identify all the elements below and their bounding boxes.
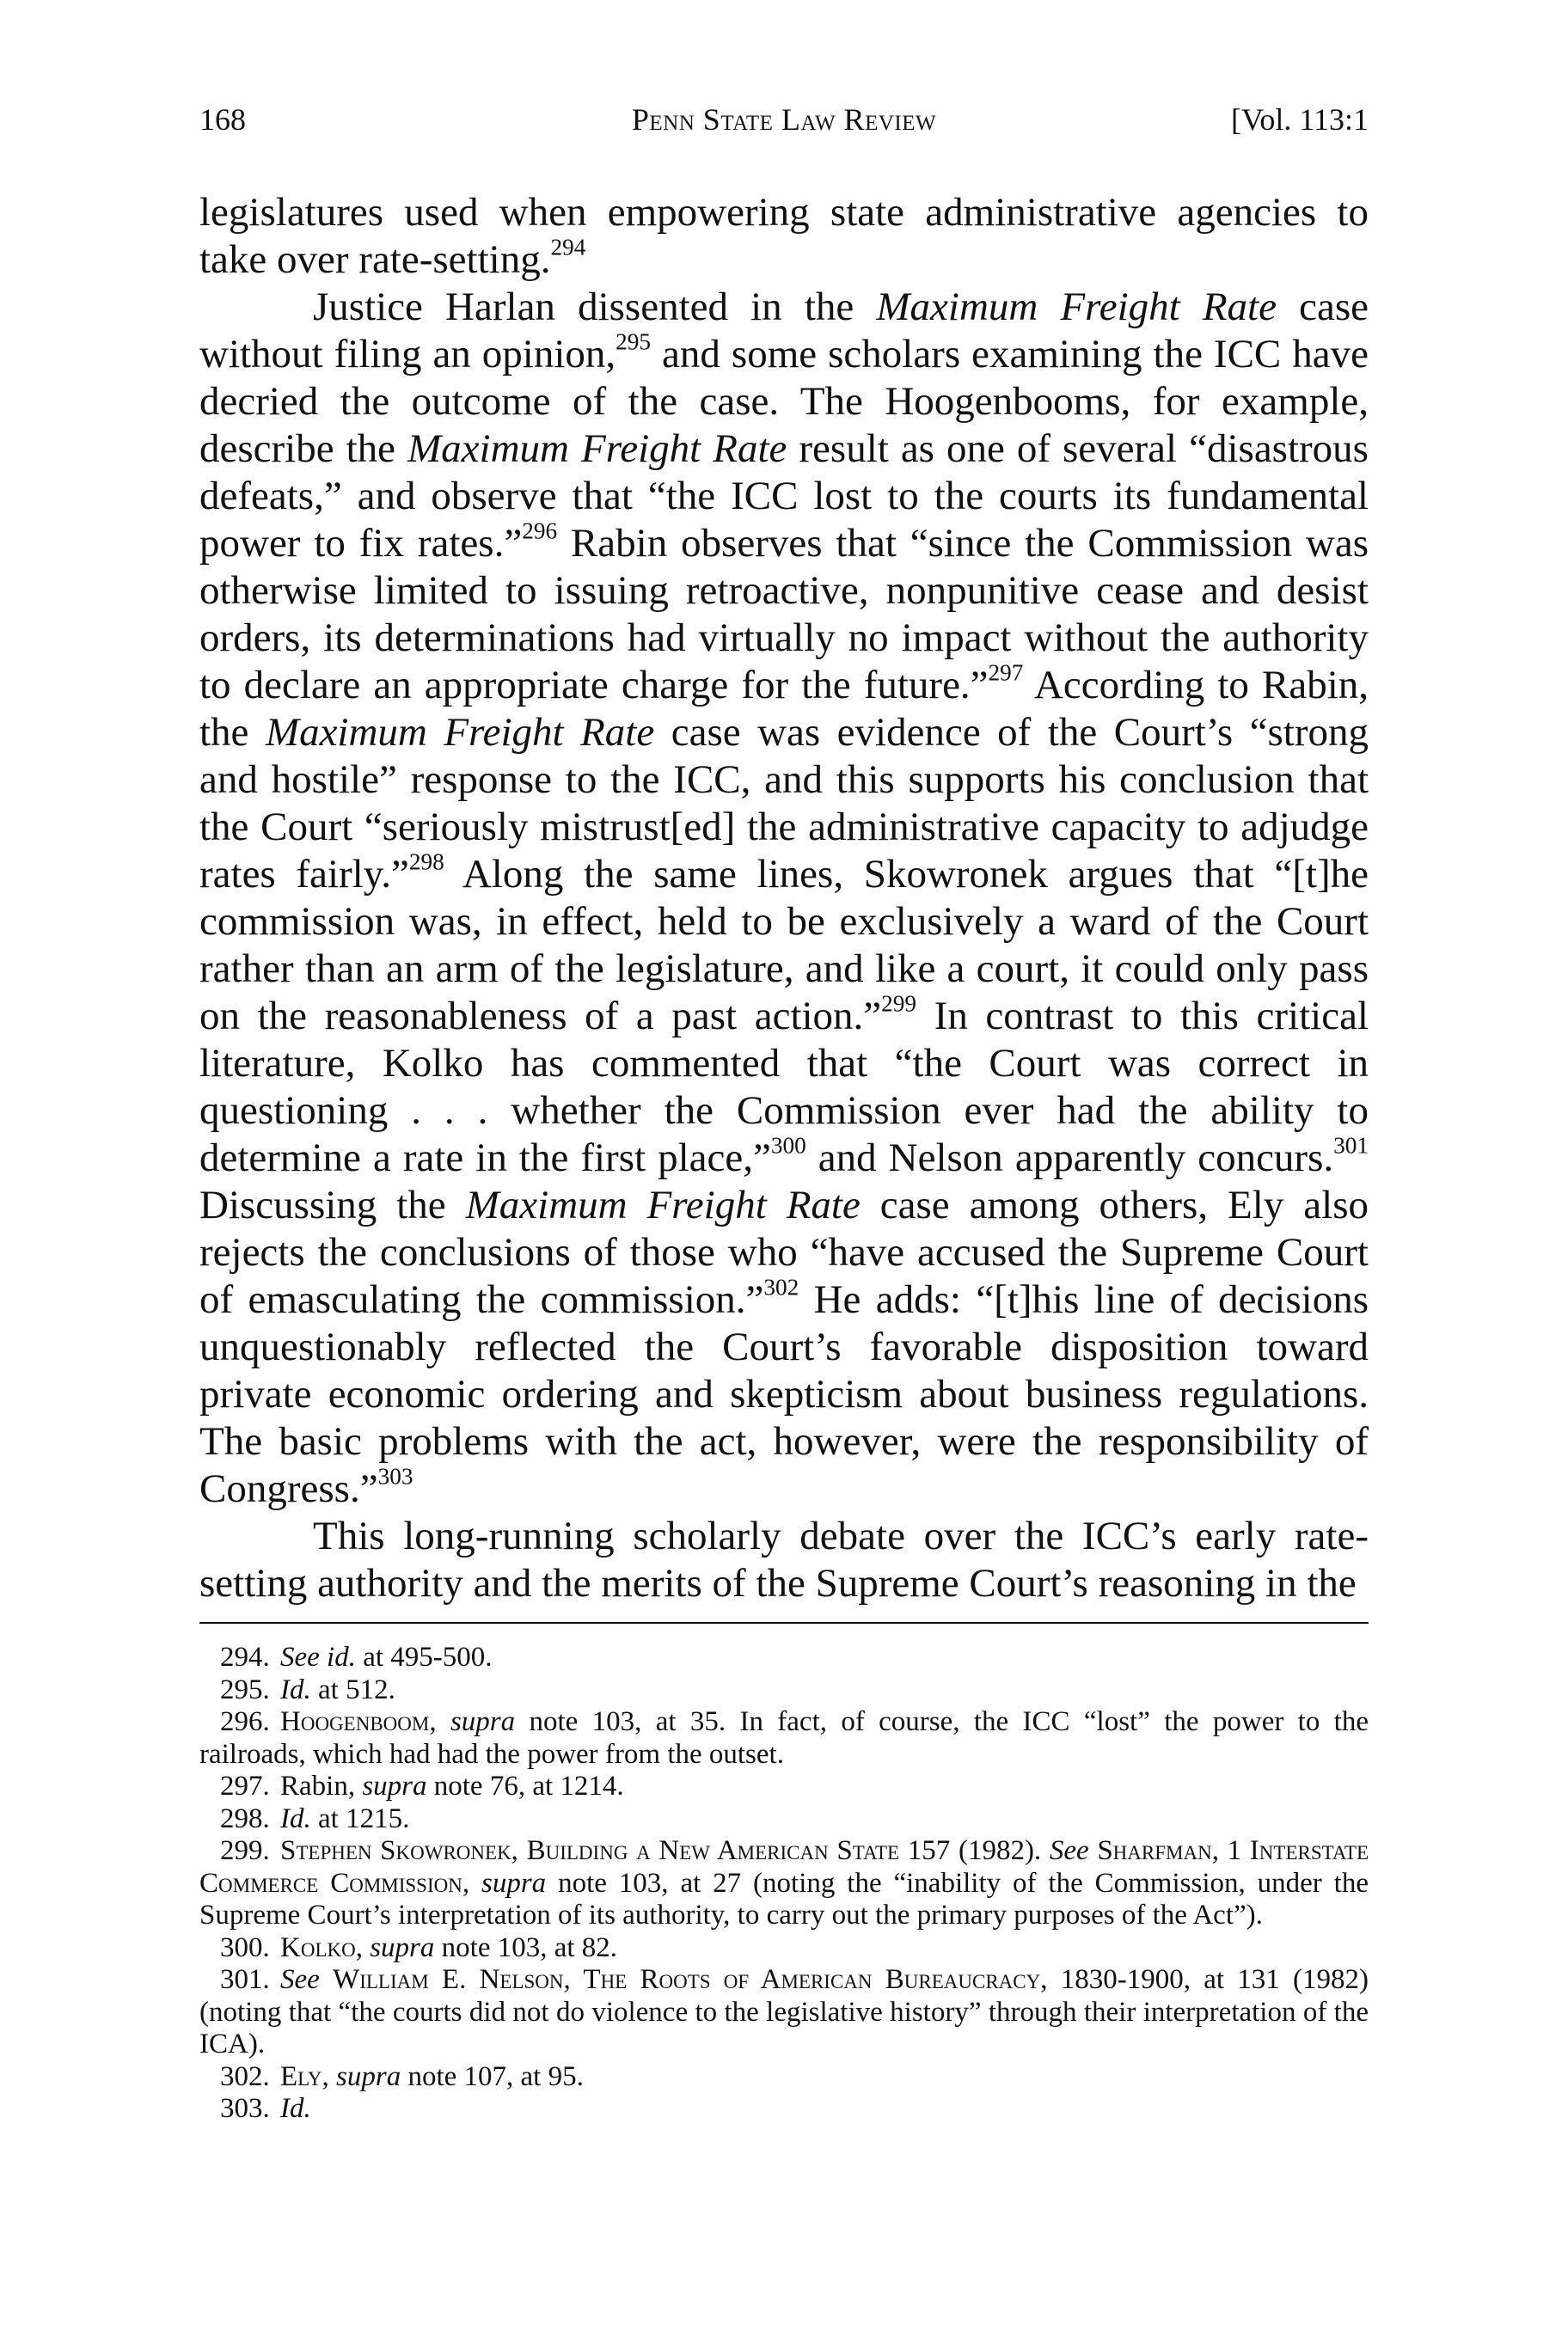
text-run: case was evidence of the Court’s “strong and hostile” response to the ICC, and this supports his conclusion that the Court “seriously mistrust[ed] the administrative capacity to adjudge rates fairly.” [199,710,1369,897]
text-run: Justice Harlan dissented in the [313,285,877,329]
footnote-number: 294. [220,1642,270,1673]
journal-title: Penn State Law Review [631,102,937,137]
signal: supra [481,1867,547,1899]
paragraph-3 [199,1513,1369,1607]
text-run: Rabin, [280,1771,363,1802]
text-run: at 1215. [310,1802,410,1834]
text-run: and some scholars examining the ICC have decried the outcome of the case. The Hoogenbooms, for example, describe the [199,332,1369,471]
footnote-ref-295[interactable]: 295 [616,328,652,355]
case-name: Maximum Freight Rate [407,426,787,471]
paragraph-2 [199,284,1369,1513]
text-run: Along the same lines, Skowronek argues that “[t]he commission was, in effect, held to be exclusively a ward of the Court rather than an arm of the legislature, and like a court, it could only pass on the reasonableness of a past action.” [199,852,1369,1038]
footnote-ref-302[interactable]: 302 [763,1274,799,1301]
footnote-300 [199,1932,1369,1965]
text-run: result as one of several “disastrous defeats,” and observe that “the ICC lost to the courts its fundamental power to fix rates.” [199,426,1369,566]
text-run: and Nelson apparently concurs. [805,1135,1334,1180]
footnote-299 [199,1835,1369,1932]
text-run: case without filing an opinion, [199,285,1369,376]
text-run: note 107, at 95. [401,2060,584,2092]
text-run: note 76, at 1214. [426,1771,624,1802]
footnote-number: 300. [220,1931,270,1963]
footnote-ref-298[interactable]: 298 [408,848,444,875]
running-header [199,101,1369,153]
text-run: Rabin observes that “since the Commission was otherwise limited to issuing retroactive, nonpunitive cease and desist orders, its determinations had virtually no impact without the authority to declare an appropriate charge for the future.” [199,521,1369,707]
footnote-number: 296. [220,1706,270,1737]
book-title: William E. Nelson, The Roots of American Bureaucracy, 1830-1900 [333,1964,1184,1995]
book-title: Stephen Skowronek, Building a New American State [280,1835,900,1866]
author: Hoogenboom [280,1706,430,1737]
footnotes [199,1642,1369,2126]
signal: Id. [280,1674,311,1705]
text-run: He adds: “[t]his line of decisions unquestionably reflected the Court’s favorable disposition toward private economic ordering and skepticism about business regulations. The basic problems with the act, however, were the responsibility of Congress.” [199,1277,1369,1511]
footnote-number: 295. [220,1674,270,1705]
footnote-number: 302. [220,2060,270,2092]
signal: supra [370,1931,435,1963]
footnote-297 [199,1771,1369,1803]
footnote-ref-297[interactable]: 297 [988,659,1024,686]
footnote-294 [199,1642,1369,1674]
footnote-303 [199,2093,1369,2126]
paragraph-1 [199,189,1369,284]
text-run: , [322,2060,337,2092]
signal: Id. [280,2093,311,2124]
text-run: According to Rabin, the [199,663,1369,755]
text-run: note 103, at 82. [434,1931,618,1963]
text-run: In contrast to this critical literature, Kolko has commented that “the Court was correct in questioning . . . whether the Commission ever had the ability to determine a rate in the first place,” [199,994,1369,1180]
text-run: , [355,1931,371,1963]
footnote-ref-299[interactable]: 299 [881,990,917,1017]
text-run: at 495-500. [355,1642,493,1673]
text-run: legislatures used when empowering state administrative agencies to take over rate-setting. [199,190,1369,282]
text-run: note 103, at 27 (noting the “inability of the Commission, under the Supreme Court’s interpretation of its authority, to carry out the primary purposes of the Act”). [199,1867,1369,1931]
author: Kolko [280,1931,356,1963]
text-run: , [462,1867,481,1899]
footnote-ref-294[interactable]: 294 [550,234,586,260]
footnote-ref-301[interactable]: 301 [1333,1132,1369,1159]
book-title: Sharfman, 1 Interstate Commerce Commission [199,1835,1369,1899]
signal: supra [362,1771,427,1802]
text-run: , [429,1706,450,1737]
author: Ely [280,2060,322,2092]
footnote-divider [199,1622,1369,1624]
text-run: , at 131 (1982) (noting that “the courts did not do violence to the legislative history” through their interpretation of the ICA). [199,1964,1369,2060]
signal: supra [336,2060,401,2092]
footnote-number: 298. [220,1802,270,1834]
page-number: 168 [199,102,246,137]
volume-citation: [Vol. 113:1 [1230,102,1369,137]
text-run [1089,1835,1098,1866]
main-text [199,189,1369,1607]
case-name: Maximum Freight Rate [465,1183,861,1227]
footnote-302 [199,2061,1369,2094]
footnote-ref-303[interactable]: 303 [377,1463,413,1490]
footnote-296 [199,1706,1369,1771]
text-run: 157 (1982). [899,1835,1050,1866]
text-run: This long-running scholarly debate over the ICC’s early rate-setting authority and the merits of the Supreme Court’s reasoning in the [199,1514,1369,1606]
footnote-298 [199,1803,1369,1836]
case-name: Maximum Freight Rate [876,285,1277,329]
text-run: note 103, at 35. In fact, of course, the ICC “lost” the power to the railroads, which had had the power from the outset. [199,1706,1369,1770]
signal: Id. [280,1802,311,1834]
text-run: at 512. [310,1674,395,1705]
text-run: Discussing the [199,1183,466,1227]
footnote-number: 299. [220,1835,270,1866]
footnote-number: 297. [220,1771,270,1802]
signal: See [1049,1835,1089,1866]
footnote-number: 303. [220,2093,270,2124]
signal: See id. [280,1642,356,1673]
footnote-295 [199,1674,1369,1707]
case-name: Maximum Freight Rate [265,710,655,755]
footnote-ref-296[interactable]: 296 [522,517,558,544]
footnote-ref-300[interactable]: 300 [770,1132,806,1159]
text-run: case among others, Ely also rejects the conclusions of those who “have accused the Supreme Court of emasculating the commission.” [199,1183,1369,1322]
footnote-301 [199,1964,1369,2061]
text-run [320,1964,333,1995]
signal: See [280,1964,320,1995]
signal: supra [450,1706,516,1737]
footnote-number: 301. [220,1964,270,1995]
